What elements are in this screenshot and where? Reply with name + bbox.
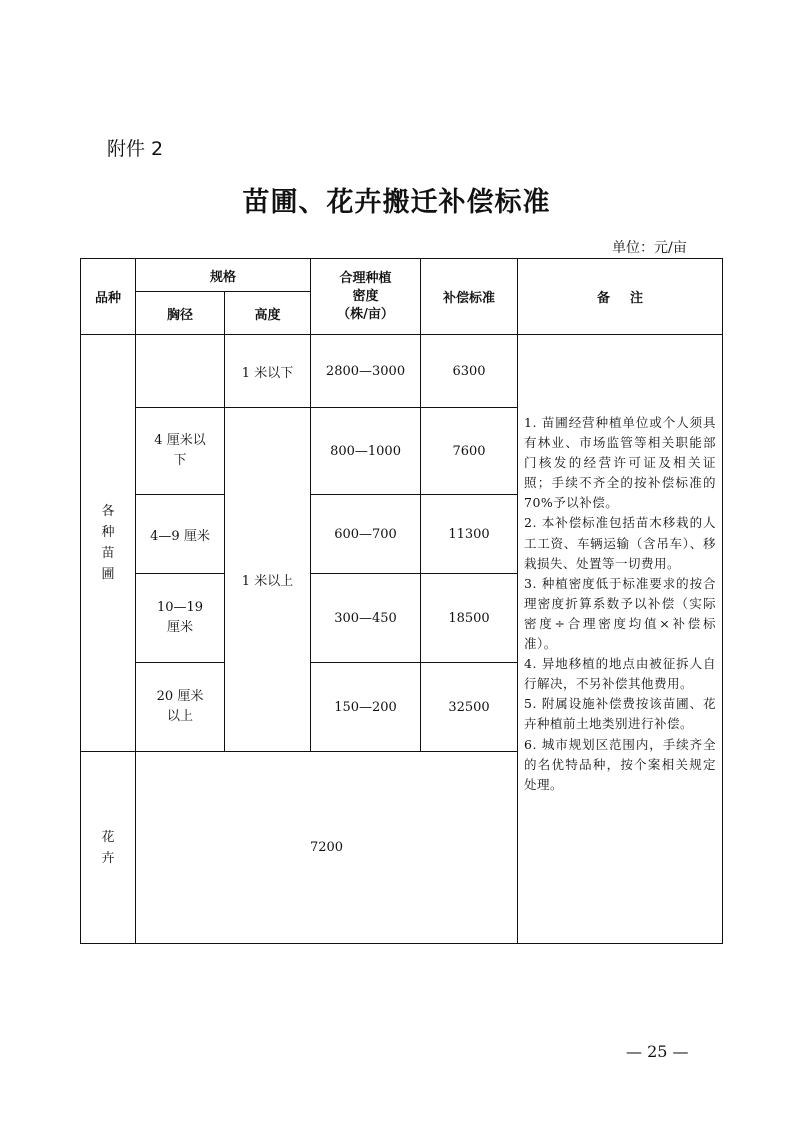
density-cell: 150—200	[311, 663, 421, 752]
height-cell: 1 米以下	[225, 335, 311, 408]
diameter-cell	[136, 335, 225, 408]
flower-standard: 7200	[136, 752, 518, 944]
standard-cell: 18500	[421, 574, 518, 663]
header-standard: 补偿标准	[421, 259, 518, 335]
header-variety: 品种	[81, 259, 136, 335]
standard-cell: 11300	[421, 495, 518, 574]
header-remarks: 备注	[518, 259, 723, 335]
header-density-line3: （株/亩）	[337, 306, 394, 322]
page-title: 苗圃、花卉搬迁补偿标准	[242, 187, 551, 218]
page-number: — 25 —	[626, 1042, 689, 1061]
remarks-cell	[518, 335, 723, 944]
remark-item: 1. 苗圃经营种植单位或个人须具有林业、市场监管等相关职能部门核发的经营许可证及相关证照；手续不齐全的按补偿标准的 70%予以补偿。	[524, 415, 717, 511]
density-cell: 300—450	[311, 574, 421, 663]
unit-label: 单位：元/亩	[612, 240, 687, 256]
standard-cell: 7600	[421, 408, 518, 495]
compensation-table	[80, 258, 723, 944]
diameter-cell: 10—19 厘米	[136, 574, 225, 663]
remark-item: 5. 附属设施补偿费按该苗圃、花卉种植前土地类别进行补偿。	[524, 696, 717, 732]
flower-label: 花卉	[101, 829, 115, 866]
attachment-label: 附件 2	[107, 138, 164, 160]
header-height: 高度	[225, 292, 311, 335]
nursery-label: 各种苗圃	[101, 504, 115, 582]
standard-cell: 6300	[421, 335, 518, 408]
flower-label-cell	[81, 752, 136, 944]
header-density-line1: 合理种植	[339, 270, 392, 286]
header-density	[311, 259, 421, 335]
density-cell: 600—700	[311, 495, 421, 574]
density-cell: 2800—3000	[311, 335, 421, 408]
header-density-line2: 密度	[352, 288, 379, 304]
standard-cell: 32500	[421, 663, 518, 752]
diameter-cell: 4 厘米以下	[136, 408, 225, 495]
header-diameter: 胸径	[136, 292, 225, 335]
header-spec: 规格	[136, 259, 311, 292]
diameter-cell: 20 厘米以上	[136, 663, 225, 752]
remark-item: 3. 种植密度低于标准要求的按合理密度折算系数予以补偿（实际密度÷合理密度均值×补偿标准）。	[524, 575, 717, 652]
diameter-cell: 4—9 厘米	[136, 495, 225, 574]
remark-item: 6. 城市规划区范围内，手续齐全的名优特品种，按个案相关规定处理。	[524, 736, 717, 792]
density-cell: 800—1000	[311, 408, 421, 495]
remarks-list	[518, 335, 722, 795]
height-cell: 1 米以上	[225, 408, 311, 752]
remark-item: 2. 本补偿标准包括苗木移栽的人工工资、车辆运输（含吊车）、移栽损失、处置等一切费用。	[524, 515, 717, 571]
nursery-label-cell	[81, 335, 136, 752]
remark-item: 4. 异地移植的地点由被征拆人自行解决，不另补偿其他费用。	[524, 656, 717, 692]
